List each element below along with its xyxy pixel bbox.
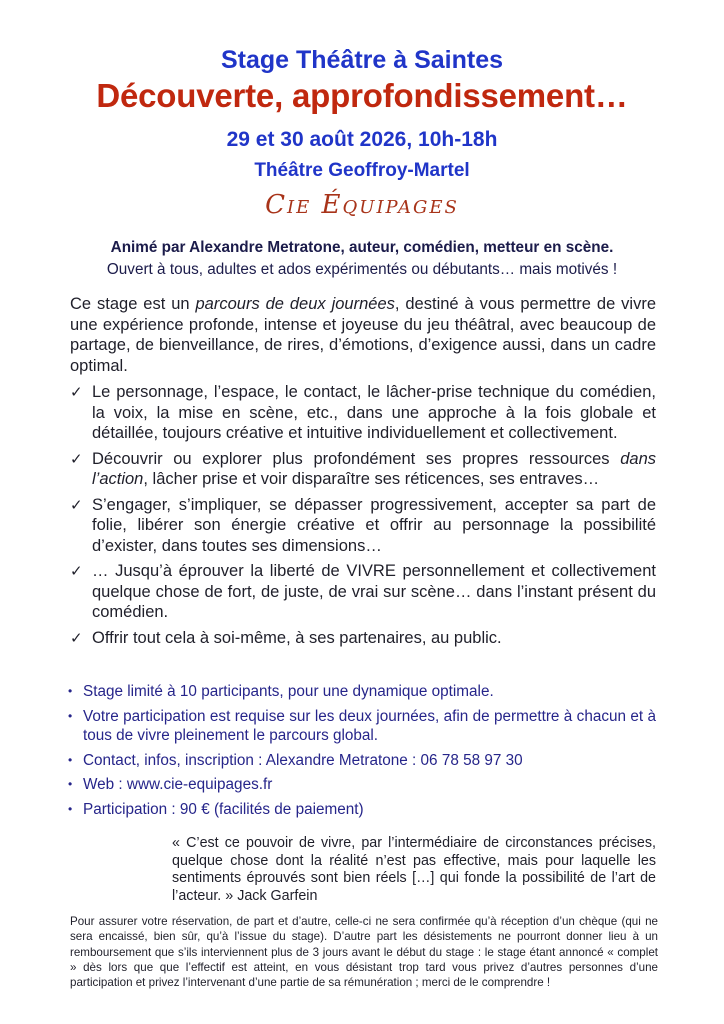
checklist-text-after: , lâcher prise et voir disparaître ses réticences, ses entraves… bbox=[143, 470, 600, 488]
checkmark-icon: ✓ bbox=[70, 628, 83, 647]
event-dates: 29 et 30 août 2026, 10h-18h bbox=[226, 128, 498, 151]
info-text: Participation : 90 € (facilités de paiement) bbox=[83, 800, 364, 818]
info-item-capacity bbox=[66, 682, 656, 702]
intro-emphasis: parcours de deux journées bbox=[195, 295, 395, 313]
audience-line: Ouvert à tous, adultes et ados expérimentés ou débutants… mais motivés ! bbox=[106, 261, 618, 278]
checklist-text: S’engager, s’impliquer, se dépasser progressivement, accepter sa part de folie, libérer son énergie créative et offrir au personnage la possibilité d’exister, dans toutes ses dimensions… bbox=[92, 495, 656, 555]
info-item-web bbox=[66, 775, 656, 795]
bullet-icon: • bbox=[68, 777, 73, 791]
company-logo: Cie Équipages bbox=[265, 190, 459, 220]
checkmark-icon: ✓ bbox=[70, 562, 83, 580]
checklist-item bbox=[70, 495, 656, 557]
page-title: Stage Théâtre à Saintes bbox=[220, 46, 504, 74]
bullet-icon: • bbox=[68, 708, 73, 723]
page-subtitle: Découverte, approfondissement… bbox=[96, 77, 628, 114]
info-item-price bbox=[66, 800, 656, 820]
info-text: Votre participation est requise sur les deux journées, afin de permettre à chacun et à tous de vivre pleinement le parcours global. bbox=[83, 707, 656, 744]
info-text: Contact, infos, inscription : Alexandre Metratone : 06 78 58 97 30 bbox=[83, 751, 523, 769]
intro-text-after: , destiné à vous permettre de vivre une expérience profonde, intense et joyeuse du jeu théâtral, avec beaucoup de partage, de bienveillance, de rires, d’émotions, d’exigence aussi, dans un cadre optimal. bbox=[70, 295, 656, 375]
reservation-notice: Pour assurer votre réservation, de part et d’autre, celle-ci ne sera confirmée qu’à réception d’un chèque (qui ne sera encaissé, bien sûr, qu’à l’issue du stage). D’autre part les désistements ne pourront donner lieu à un remboursement que s’ils interviennent plus de 3 jours avant le début du stage : le stage étant annoncé « complet » dès lors que que l’effectif est atteint, en vous désistant trop tard vous privez d’autres personnes d’une participation et privez l’intervenant d’une partie de sa rémunération ; merci de le comprendre ! bbox=[70, 915, 658, 990]
quote-block bbox=[172, 835, 656, 905]
checklist-item bbox=[70, 449, 656, 490]
checklist-item bbox=[70, 382, 656, 444]
info-list bbox=[66, 682, 656, 824]
event-venue: Théâtre Geoffroy-Martel bbox=[254, 160, 470, 181]
checklist-item bbox=[70, 561, 656, 623]
checklist-emphasis: dans l’action bbox=[92, 449, 656, 488]
bullet-icon: • bbox=[68, 801, 73, 816]
objectives-checklist bbox=[70, 382, 656, 653]
intro-paragraph bbox=[70, 294, 656, 376]
info-text: Stage limité à 10 participants, pour une dynamique optimale. bbox=[83, 683, 494, 700]
info-item-contact bbox=[66, 751, 656, 771]
checklist-text: Découvrir ou explorer plus profondément ses propres ressources bbox=[92, 449, 621, 468]
info-item-attendance bbox=[66, 707, 656, 746]
checkmark-icon: ✓ bbox=[70, 383, 83, 401]
quote-author: Jack Garfein bbox=[237, 887, 318, 904]
intro-text-before: Ce stage est un bbox=[70, 295, 196, 313]
bullet-icon: • bbox=[68, 752, 73, 767]
checklist-text: Offrir tout cela à soi-même, à ses partenaires, au public. bbox=[92, 628, 502, 647]
checklist-text: Le personnage, l’espace, le contact, le lâcher-prise technique du comédien, la voix, la mise en scène, etc., dans une approche à la fois globale et détaillée, toujours créative et intuitive individuellement et collectivement. bbox=[92, 383, 656, 442]
bullet-icon: • bbox=[68, 684, 73, 698]
checklist-item bbox=[70, 628, 656, 649]
checkmark-icon: ✓ bbox=[70, 449, 83, 468]
checklist-text: … Jusqu’à éprouver la liberté de VIVRE personnellement et collectivement quelque chose de fort, de juste, de vrai sur scène… dans l’instant présent du comédien. bbox=[92, 562, 656, 621]
checkmark-icon: ✓ bbox=[70, 495, 83, 514]
quote-text: « C’est ce pouvoir de vivre, par l’intermédiaire de circonstances précises, quelque chose dont la réalité n’est pas effective, mais pour laquelle les sentiments éprouvés sont bien réels […] qui fonde la possibilité de l’art de l’acteur. » bbox=[172, 835, 656, 904]
presenter-line: Animé par Alexandre Metratone, auteur, comédien, metteur en scène. bbox=[110, 239, 614, 256]
info-text: Web : www.cie-equipages.fr bbox=[83, 776, 273, 793]
